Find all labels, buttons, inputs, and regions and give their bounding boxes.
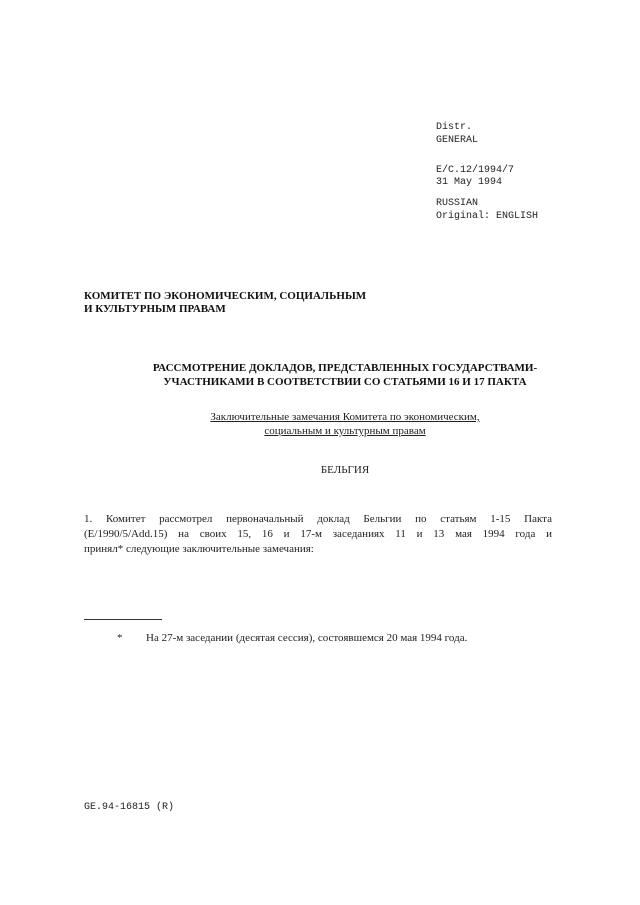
title-line-1: РАССМОТРЕНИЕ ДОКЛАДОВ, ПРЕДСТАВЛЕННЫХ ГОСУДАРСТВАМИ- — [152, 362, 538, 374]
subtitle-line-2: социальным и культурным правам — [264, 425, 426, 437]
footnote-mark: * — [117, 632, 123, 644]
document-language: RUSSIAN — [436, 198, 479, 209]
job-number: GE.94-16815 (R) — [84, 802, 175, 813]
country-heading: БЕЛЬГИЯ — [320, 464, 370, 476]
original-language: Original: ENGLISH — [436, 211, 539, 222]
paragraph-line-3: принял* следующие заключительные замечания: — [84, 543, 314, 555]
document-date: 31 May 1994 — [436, 177, 503, 188]
subtitle-line-1: Заключительные замечания Комитета по экономическим, — [210, 411, 480, 423]
committee-name-line-1: КОМИТЕТ ПО ЭКОНОМИЧЕСКИМ, СОЦИАЛЬНЫМ — [84, 290, 367, 302]
paragraph-line-2: (E/1990/5/Add.15) на своих 15, 16 и 17-м заседаниях 11 и 13 мая 1994 года и — [84, 528, 552, 540]
distribution-value: GENERAL — [436, 135, 479, 146]
subtitle-line-2-wrap — [0, 421, 640, 439]
paragraph-line-1: 1. Комитет рассмотрел первоначальный доклад Бельгии по статьям 1-15 Пакта — [84, 513, 552, 525]
distribution-label: Distr. — [436, 122, 473, 133]
footnote-text: На 27-м заседании (десятая сессия), состоявшемся 20 мая 1994 года. — [146, 632, 468, 644]
title-line-2: УЧАСТНИКАМИ В СООТВЕТСТВИИ СО СТАТЬЯМИ 16 И 17 ПАКТА — [163, 376, 527, 388]
committee-name-line-2: И КУЛЬТУРНЫМ ПРАВАМ — [84, 303, 226, 315]
document-symbol: E/C.12/1994/7 — [436, 165, 515, 176]
footnote-divider — [84, 619, 162, 620]
